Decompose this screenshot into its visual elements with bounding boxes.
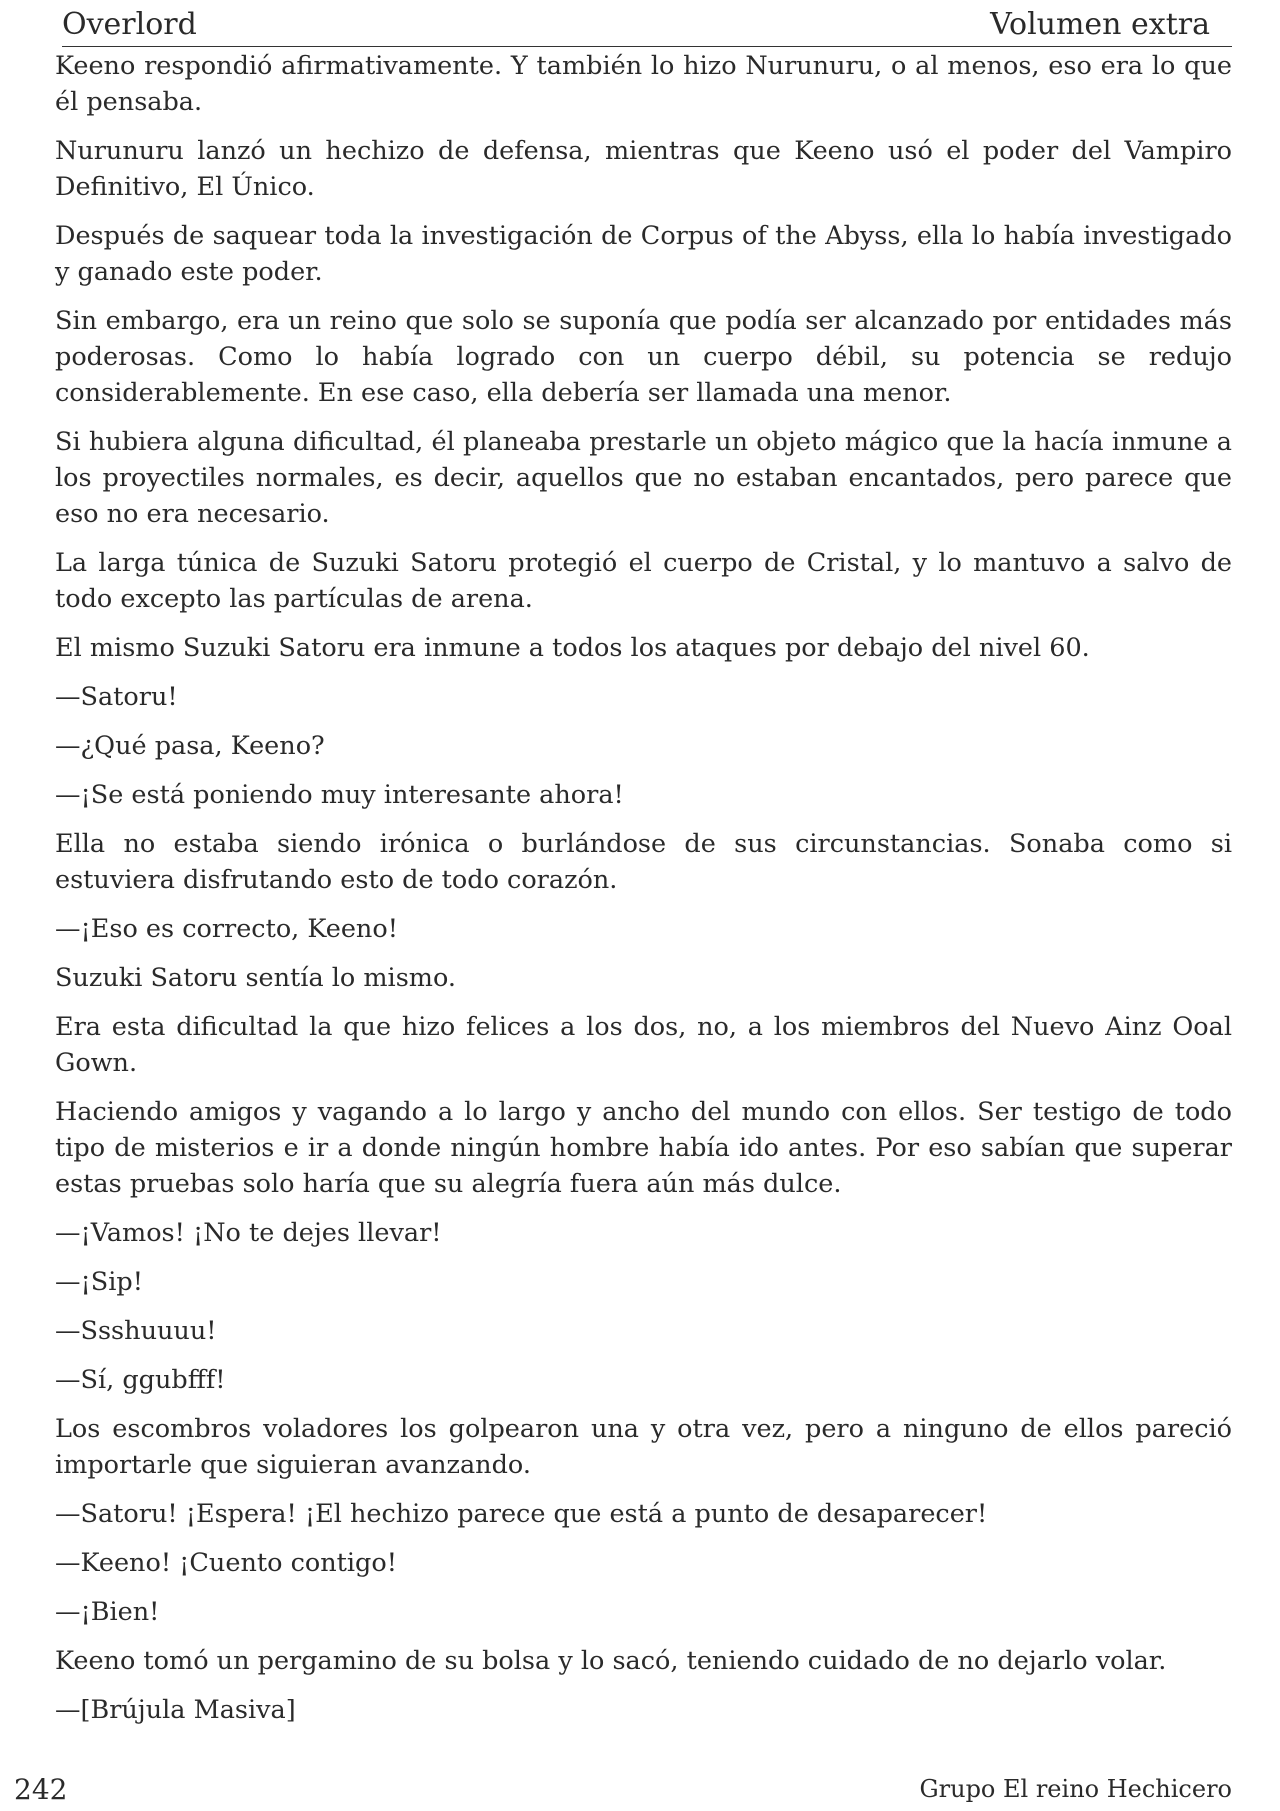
paragraph: La larga túnica de Suzuki Satoru protegió el cuerpo de Cristal, y lo mantuvo a salvo de todo excepto las partículas de arena.: [55, 548, 1232, 614]
paragraph: Keeno tomó un pergamino de su bolsa y lo sacó, teniendo cuidado de no dejarlo volar.: [55, 1646, 1167, 1676]
dialogue-line: —¿Qué pasa, Keeno?: [55, 731, 325, 761]
dialogue-line: —¡Se está poniendo muy interesante ahora!: [55, 780, 624, 810]
dialogue-line: —Keeno! ¡Cuento contigo!: [55, 1548, 397, 1578]
dialogue-line: —¡Eso es correcto, Keeno!: [55, 914, 398, 944]
paragraph: Keeno respondió afirmativamente. Y también lo hizo Nurunuru, o al menos, eso era lo que él pensaba.: [55, 51, 1232, 117]
dialogue-line: —Satoru!: [55, 682, 178, 712]
paragraph: Nurunuru lanzó un hechizo de defensa, mientras que Keeno usó el poder del Vampiro Definitivo, El Único.: [55, 136, 1232, 202]
dialogue-line: —Ssshuuuu!: [55, 1316, 217, 1346]
page-header: [62, 8, 1232, 47]
footer-credit: Grupo El reino Hechicero: [919, 1775, 1232, 1803]
paragraph: Los escombros voladores los golpearon una y otra vez, pero a ninguno de ellos pareció importarle que siguieran avanzando.: [55, 1414, 1232, 1480]
paragraph: Haciendo amigos y vagando a lo largo y ancho del mundo con ellos. Ser testigo de todo tipo de misterios e ir a donde ningún hombre había ido antes. Por eso sabían que superar estas pruebas solo haría que su alegría fuera aún más dulce.: [55, 1097, 1232, 1199]
dialogue-line: —¡Bien!: [55, 1597, 160, 1627]
paragraph: Sin embargo, era un reino que solo se suponía que podía ser alcanzado por entidades más poderosas. Como lo había logrado con un cuerpo débil, su potencia se redujo considerablemente. En ese caso, ella debería ser llamada una menor.: [55, 306, 1232, 408]
body-text: [55, 48, 1232, 1741]
paragraph: El mismo Suzuki Satoru era inmune a todos los ataques por debajo del nivel 60.: [55, 633, 1090, 663]
dialogue-line: —Satoru! ¡Espera! ¡El hechizo parece que está a punto de desaparecer!: [55, 1499, 988, 1529]
page-number: 242: [14, 1772, 68, 1806]
paragraph: Ella no estaba siendo irónica o burlándose de sus circunstancias. Sonaba como si estuviera disfrutando esto de todo corazón.: [55, 829, 1232, 895]
volume-label: Volumen extra: [990, 7, 1210, 42]
dialogue-line: —Sí, ggubfff!: [55, 1365, 226, 1395]
dialogue-line: —[Brújula Masiva]: [55, 1695, 296, 1725]
paragraph: Suzuki Satoru sentía lo mismo.: [55, 963, 456, 993]
dialogue-line: —¡Sip!: [55, 1267, 143, 1297]
book-title: Overlord: [62, 7, 197, 42]
paragraph: Era esta dificultad la que hizo felices a los dos, no, a los miembros del Nuevo Ainz Ooal Gown.: [55, 1012, 1232, 1078]
dialogue-line: —¡Vamos! ¡No te dejes llevar!: [55, 1218, 442, 1248]
paragraph: Si hubiera alguna dificultad, él planeaba prestarle un objeto mágico que la hacía inmune a los proyectiles normales, es decir, aquellos que no estaban encantados, pero parece que eso no era necesario.: [55, 427, 1232, 529]
paragraph: Después de saquear toda la investigación de Corpus of the Abyss, ella lo había investigado y ganado este poder.: [55, 221, 1232, 287]
page-footer: [14, 1772, 1232, 1806]
